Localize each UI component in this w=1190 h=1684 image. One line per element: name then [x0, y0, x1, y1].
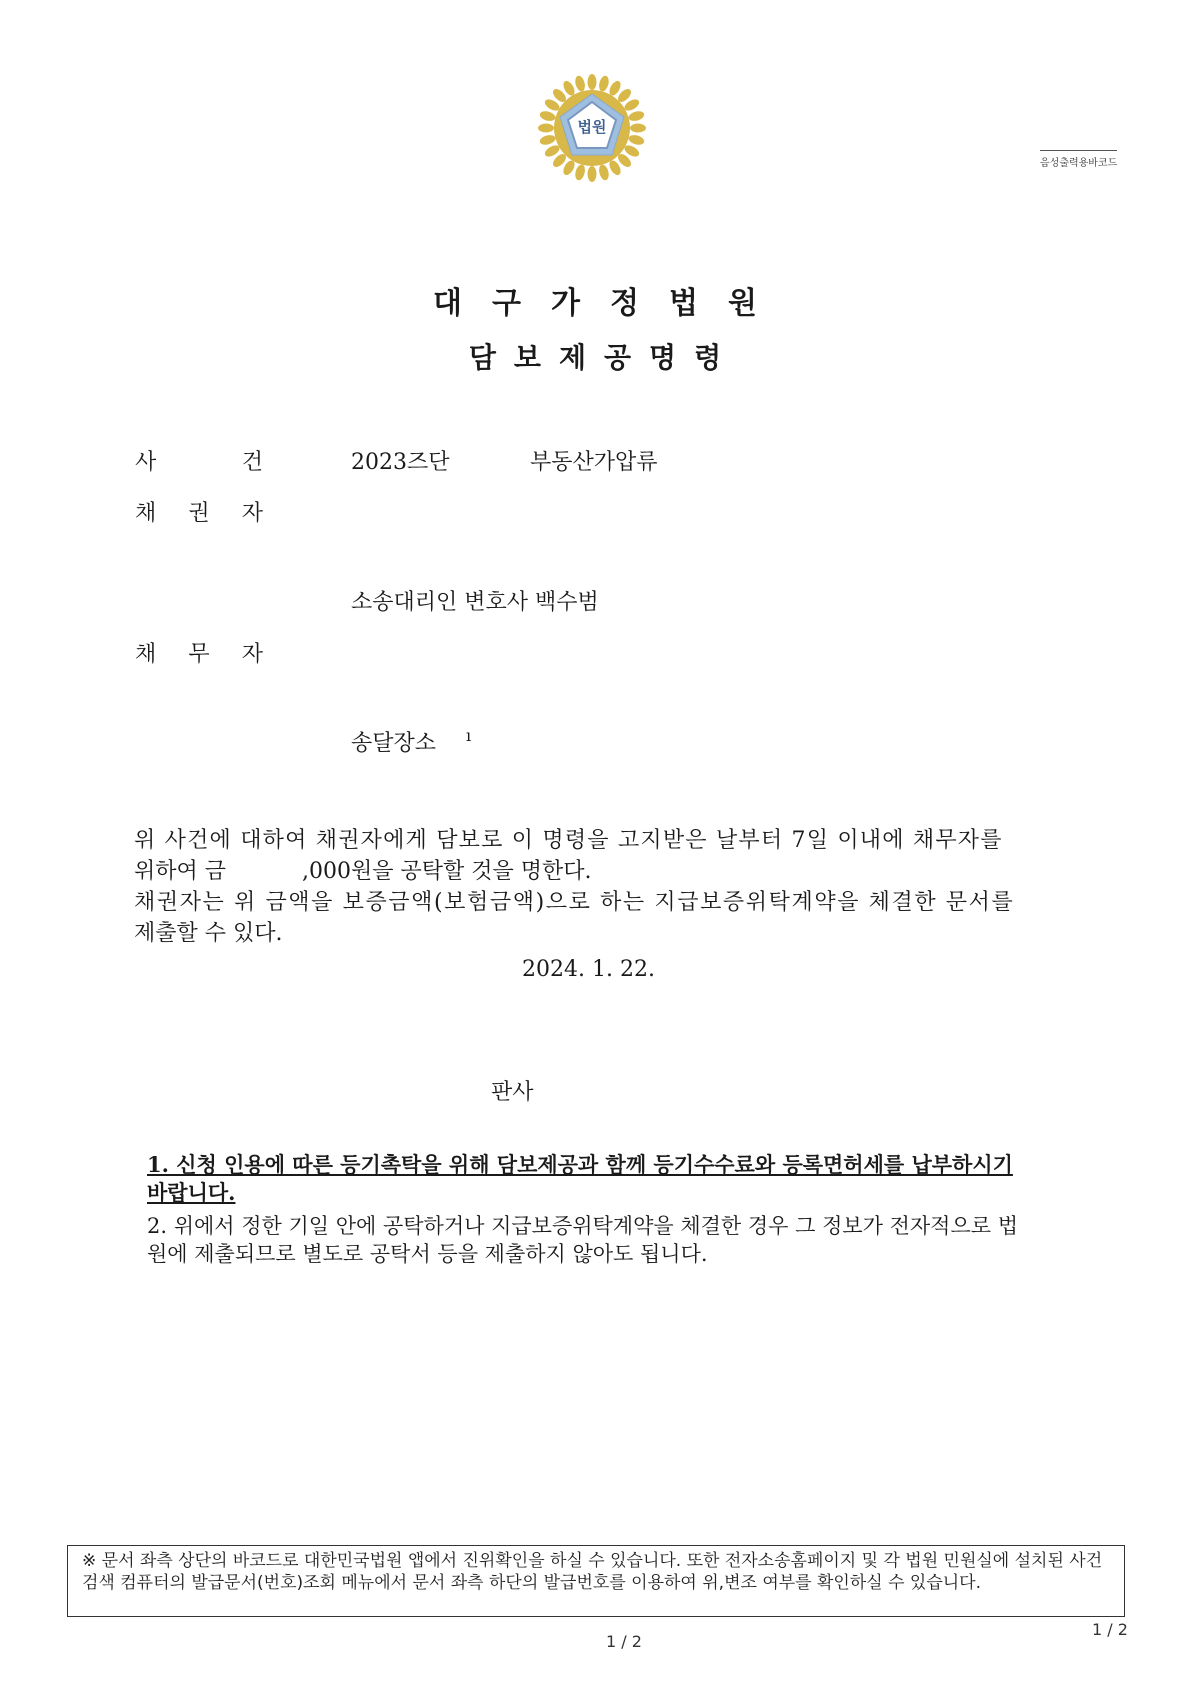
emblem-text: 법원	[577, 118, 607, 136]
debtor-label: 채 무 자	[135, 642, 263, 667]
court-emblem-svg	[536, 72, 648, 184]
creditor-agent: 소송대리인 변호사 백수범	[351, 590, 599, 615]
emblem-petal	[630, 124, 646, 133]
judge-label: 판사	[491, 1080, 534, 1105]
emblem-petal	[574, 164, 587, 182]
barcode-label: 음성출력용바코드	[1040, 150, 1117, 169]
emblem-petal	[588, 74, 597, 90]
body-line-2-prefix: 위하여 금	[134, 859, 227, 884]
emblem-petal	[597, 75, 610, 93]
body-line-2-amount: ,000원을 공탁할 것을 명한다.	[302, 859, 592, 884]
emblem-petal	[597, 164, 610, 182]
emblem-petal	[574, 75, 587, 93]
debtor-delivery-value: ı	[466, 726, 472, 745]
case-number: 2023즈단	[351, 450, 450, 475]
order-date: 2024. 1. 22.	[522, 957, 655, 982]
case-label: 사 건	[135, 450, 263, 475]
emblem-petal	[539, 110, 557, 123]
court-title: 대구가정법원	[433, 286, 787, 321]
page-number-right: 1 / 2	[1092, 1620, 1128, 1639]
court-emblem-icon	[536, 72, 648, 184]
creditor-label: 채 권 자	[135, 501, 263, 526]
note-1: 1. 신청 인용에 따른 등기촉탁을 위해 담보제공과 함께 등기수수료와 등록면허세를 납부하시기 바랍니다.	[147, 1152, 1013, 1205]
case-name: 부동산가압류	[530, 450, 658, 475]
emblem-petal	[539, 133, 557, 146]
body-line-1: 위 사건에 대하여 채권자에게 담보로 이 명령을 고지받은 날부터 7일 이내에 채무자를	[134, 828, 1003, 853]
emblem-petal	[538, 124, 554, 133]
page-number-center: 1 / 2	[606, 1632, 642, 1651]
emblem-petal	[588, 166, 597, 182]
note-2: 2. 위에서 정한 기일 안에 공탁하거나 지급보증위탁계약을 체결한 경우 그 정보가 전자적으로 법원에 제출되므로 별도로 공탁서 등을 제출하지 않아도 됩니다.	[147, 1214, 1019, 1266]
body-line-3: 채권자는 위 금액을 보증금액(보험금액)으로 하는 지급보증위탁계약을 체결한 문서를	[134, 890, 1015, 915]
document-title: 담보제공명령	[468, 341, 740, 374]
emblem-petal	[628, 133, 646, 146]
emblem-petal	[628, 110, 646, 123]
body-line-4: 제출할 수 있다.	[134, 921, 283, 946]
verification-notice: ※ 문서 좌측 상단의 바코드로 대한민국법원 앱에서 진위확인을 하실 수 있습니다. 또한 전자소송홈페이지 및 각 법원 민원실에 설치된 사건검색 컴퓨터의 발급문서(번호)조회 메뉴에서 문서 좌측 하단의 발급번호를 이용하여 위,변조 여부를 확인하실 수 있습니다.	[67, 1545, 1125, 1617]
debtor-delivery-label: 송달장소	[351, 731, 437, 756]
